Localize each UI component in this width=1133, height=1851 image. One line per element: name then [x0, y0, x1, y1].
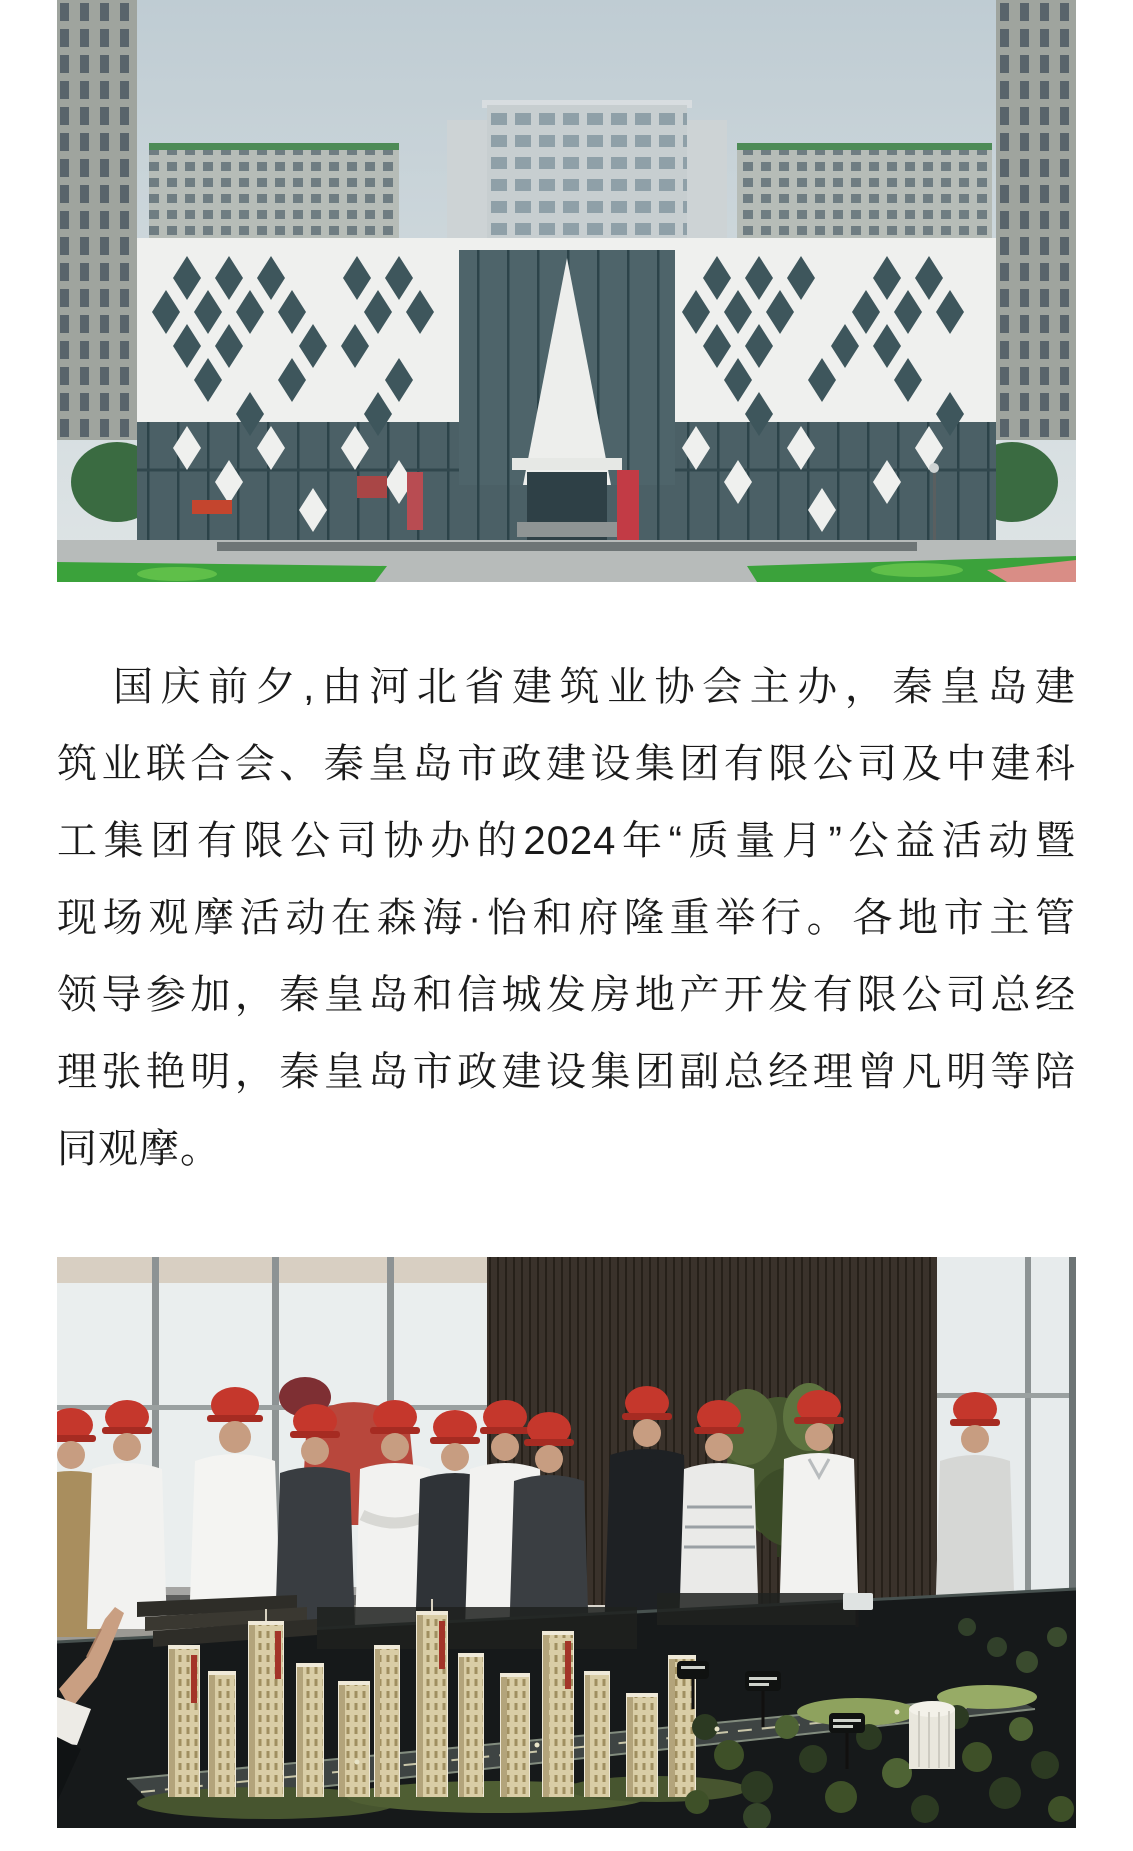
model-viewing-photo[interactable]	[57, 1257, 1076, 1828]
sales-center-illustration	[57, 0, 1076, 582]
paragraph-line: 工集团有限公司协办的2024年“质量月”公益活动暨	[57, 819, 1076, 863]
paragraph-line: 国庆前夕,由河北省建筑业协会主办，秦皇岛建	[113, 665, 1076, 709]
paragraph-line: 同观摩。	[57, 1127, 221, 1171]
article-paragraph	[57, 649, 1076, 1188]
paragraph-line: 领导参加，秦皇岛和信城发房地产开发有限公司总经	[57, 973, 1076, 1017]
paragraph-line: 筑业联合会、秦皇岛市政建设集团有限公司及中建科	[57, 742, 1076, 786]
paragraph-line: 现场观摩活动在森海·怡和府隆重举行。各地市主管	[57, 896, 1076, 940]
paragraph-line: 理张艳明，秦皇岛市政建设集团副总经理曾凡明等陪	[57, 1050, 1076, 1094]
model-viewing-illustration	[57, 1257, 1076, 1828]
sales-center-exterior-photo[interactable]	[57, 0, 1076, 582]
